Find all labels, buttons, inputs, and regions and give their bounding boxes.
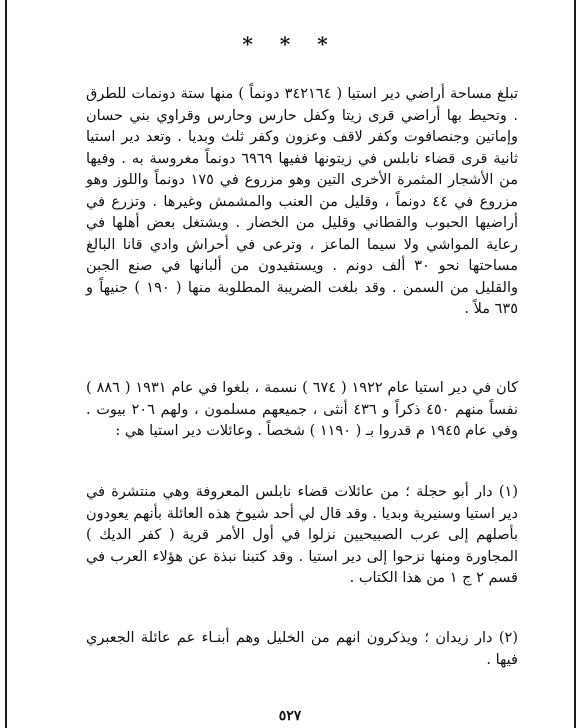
paragraph-text: (٢) دار زيدان ؛ ويذكرون انهم من الخليل وهم أبنـاء عم عائلة الجعبري فيها . <box>86 630 518 668</box>
paragraph-population <box>86 378 518 443</box>
paragraph-land-area <box>86 84 518 321</box>
page-border-left <box>5 0 7 728</box>
section-ornament: * * * <box>242 32 338 56</box>
page-number: ٥٢٧ <box>278 708 302 724</box>
paragraph-text: (١) دار أبو حجلة ؛ من عائلات قضاء نابلس المعروفة وهي منتشرة في دير استيا وسنيرية وبديا . وقد قال لي أحد شيوخ هذه العائلة بأنهم يعودون بأصلهم إلى عرب الصبيحيين نزلوا في أول الأمر قرية ( كفر الديك ) المجاورة ومنها نزحوا إلى دير استيا . وقد كتبنا نبذة عن هؤلاء العرب في قسم ٢ ج ١ من هذا الكتاب . <box>86 484 518 586</box>
paragraph-family-zeidan <box>86 628 518 671</box>
paragraph-text: تبلغ مساحة أراضي دير استيا ( ٣٤٢١٦٤ دونماً ) منها ستة دونمات للطرق . وتحيط بها أراضي قرى زيتا وكفل حارس وحارس وقراوي بني حسان وإماتين وجنصافوت وكفر لاقف وعزون وكفر ثلث وبديا . وتعد دير استيا ثانية قرى قضاء نابلس في زيتونها ففيها ٦٩٦٩ دونماً مغروسة به . وفيها من الأشجار المثمرة الأخرى التين وهو مزروع في ١٧٥ دونماً واللوز وهو مزروع في ٤٤ دونماً ، وقليل من العنب والمشمش وغيرها . وتزرع في أراضيها الحبوب والقطاني وقليل من الخضار . ويشتغل بعض أهلها في رعاية المواشي ولا سيما الماعز ، وترعى في أحراش وادي قانا البالغ مساحتها نحو ٣٠ ألف دونم . ويستفيدون من ألبانها في صنع الجبن والقليل من السمن . وقد بلغت الضريبة المطلوبة منها ( ١٩٠ ) جنيهاً و ٦٣٥ ملاً . <box>86 86 519 317</box>
page-border-right <box>574 0 576 728</box>
paragraph-text: كان في دير استيا عام ١٩٢٢ ( ٦٧٤ ) نسمة ، بلغوا في عام ١٩٣١ ( ٨٨٦ ) نفساً منهم ٤٥٠ ذكراً و ٤٣٦ أنثى ، جميعهم مسلمون ، ولهم ٢٠٦ بيوت . وفي عام ١٩٤٥ م قدروا بـ ( ١١٩٠ ) شخصاً . وعائلات دير استيا هي : <box>86 380 519 439</box>
paragraph-family-abu-hajla <box>86 482 518 590</box>
